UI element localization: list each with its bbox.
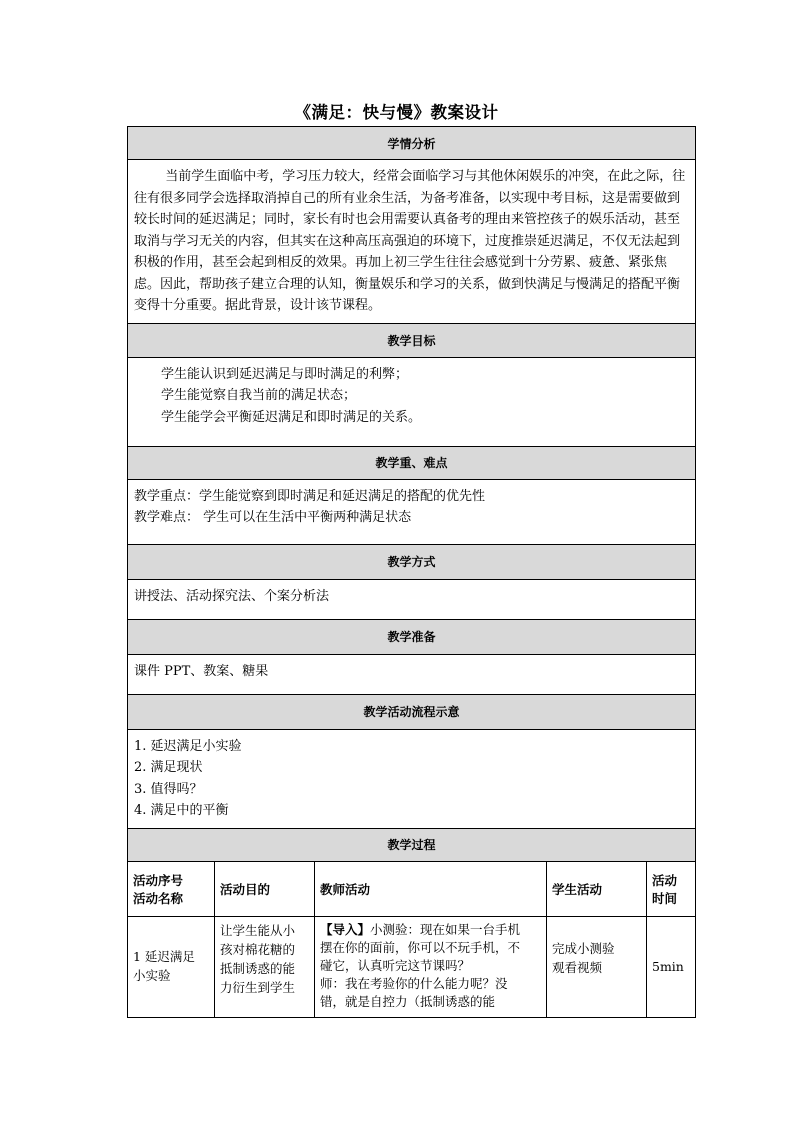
preparation-body: 课件 PPT、教案、糖果 — [134, 663, 269, 679]
goals-list — [128, 358, 695, 435]
col-activity-name: 活动序号 活动名称 — [128, 861, 215, 916]
intro-tag: 【导入】 — [320, 921, 371, 937]
methods-header: 教学方式 — [128, 544, 696, 579]
process-header: 教学过程 — [128, 828, 696, 861]
analysis-header: 学情分析 — [128, 127, 696, 160]
activity-name-cell: 1 延迟满足 小实验 — [128, 916, 215, 1017]
preparation-header: 教学准备 — [128, 619, 696, 654]
process-table — [127, 861, 696, 1018]
goals-header: 教学目标 — [128, 323, 696, 357]
keypoints-list — [128, 480, 695, 535]
analysis-body: 当前学生面临中考，学习压力较大，经常会面临学习与其他休闲娱乐的冲突，在此之际，往往有很多同学会选择取消掉自己的所有业余生活，为备考准备，以实现中考目标，这是需要做到较长时间的延迟满足；同时，家长有时也会用需要认真备考的理由来管控孩子的娱乐活动，甚至取消与学习无关的内容，但其实在这种高压高强迫的环境下，过度推崇延迟满足，不仅无法起到积极的作用，甚至会起到相反的效果。再加上初三学生往往会感觉到十分劳累、疲惫、紧张焦虑。因此，帮助孩子建立合理的认知，衡量娱乐和学习的关系，做到快满足与慢满足的搭配平衡变得十分重要。据此背景，设计该节课程。 — [134, 169, 686, 313]
purpose-cell: 让学生能从小 孩对棉花糖的 抵制诱惑的能 力衍生到学生 — [215, 916, 315, 1017]
flow-list — [128, 730, 695, 828]
lesson-plan-table — [127, 126, 695, 1018]
goal-item: 学生能认识到延迟满足与即时满足的利弊； — [161, 366, 409, 382]
table-row — [128, 916, 696, 1017]
col-purpose: 活动目的 — [215, 861, 315, 916]
flow-header: 教学活动流程示意 — [128, 694, 696, 729]
col-teacher-activity: 教师活动 — [315, 861, 547, 916]
goal-item: 学生能学会平衡延迟满足和即时满足的关系。 — [161, 409, 422, 425]
flow-item: 1. 延迟满足小实验 — [134, 738, 242, 754]
col-student-activity: 学生活动 — [547, 861, 647, 916]
teacher-activity-cell: 【导入】小测验：现在如果一台手机 摆在你的面前，你可以不玩手机，不 碰它，认真听完这节课吗？ 师：我在考验你的什么能力呢？没 错，就是自控力（抵制诱惑的能 — [315, 916, 547, 1017]
keypoint-item: 教学难点： 学生可以在生活中平衡两种满足状态 — [134, 510, 412, 525]
col-activity-time: 活动 时间 — [647, 861, 696, 916]
keypoints-header: 教学重、难点 — [128, 446, 696, 479]
flow-item: 3. 值得吗？ — [134, 781, 203, 797]
flow-item: 4. 满足中的平衡 — [134, 803, 229, 818]
goal-item: 学生能觉察自我当前的满足状态； — [161, 388, 357, 403]
keypoint-item: 教学重点：学生能觉察到即时满足和延迟满足的搭配的优先性 — [134, 488, 486, 504]
time-cell: 5min — [647, 916, 696, 1017]
flow-item: 2. 满足现状 — [134, 760, 203, 775]
methods-body: 讲授法、活动探究法、个案分析法 — [134, 588, 330, 604]
document-title: 《满足：快与慢》教案设计 — [294, 103, 499, 122]
student-activity-cell: 完成小测验 观看视频 — [547, 916, 647, 1017]
